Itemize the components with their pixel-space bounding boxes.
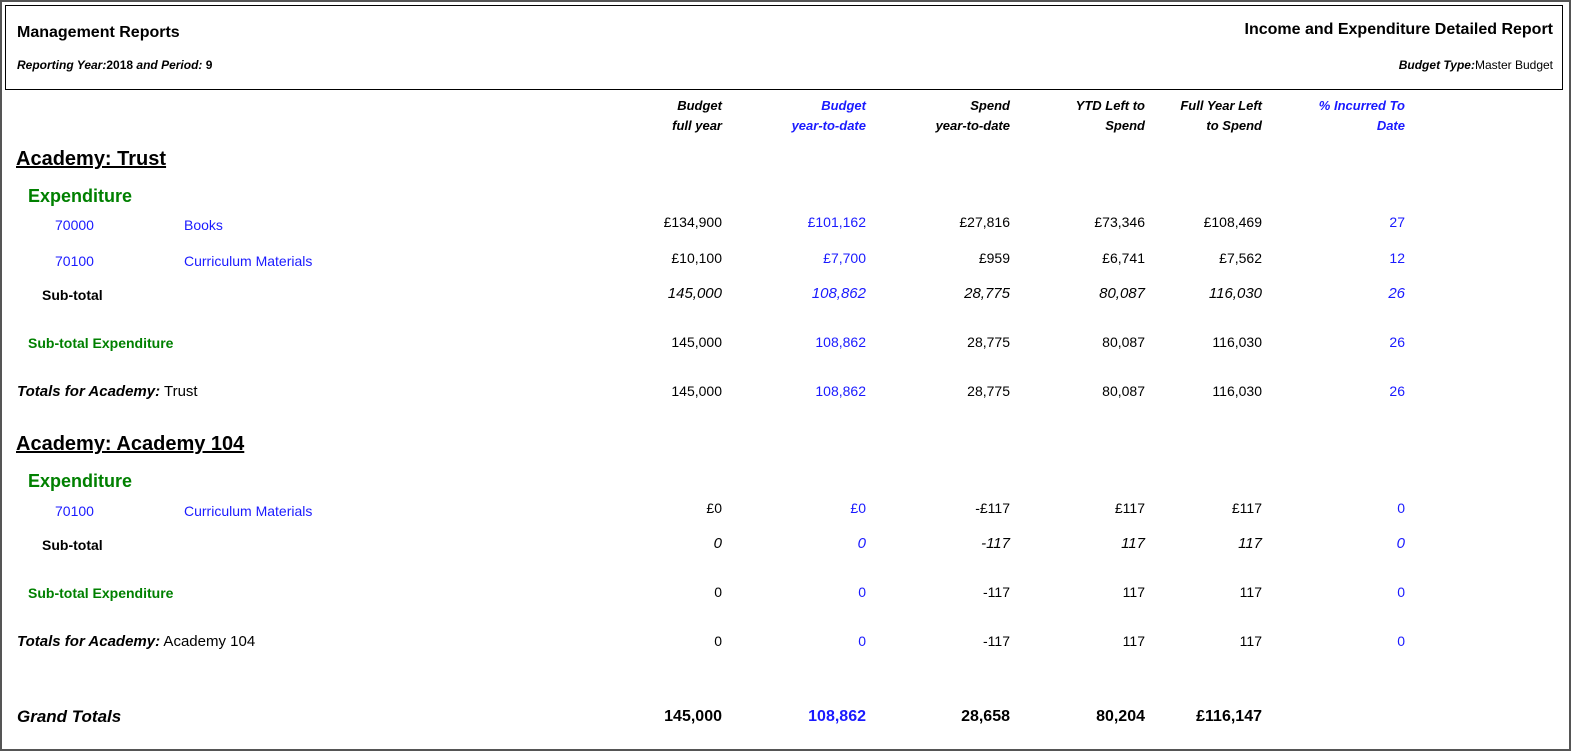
academy-totals-label bbox=[17, 383, 198, 400]
line-value: 12 bbox=[1389, 250, 1405, 266]
column-header bbox=[870, 96, 1010, 136]
period-value: 9 bbox=[205, 58, 213, 72]
line-value: 0 bbox=[1397, 500, 1405, 516]
grand-total-value: 80,204 bbox=[1096, 708, 1145, 725]
column-header-line: Date bbox=[1376, 118, 1405, 133]
line-value: £117 bbox=[1114, 500, 1145, 516]
line-value: £959 bbox=[978, 250, 1010, 266]
subtotal-expenditure-value: 26 bbox=[1389, 334, 1405, 350]
academy-totals-value: 0 bbox=[1397, 633, 1405, 649]
subtotal-value: -117 bbox=[981, 535, 1010, 552]
reporting-year: 2018 bbox=[106, 58, 134, 72]
grand-total-value: 108,862 bbox=[808, 708, 866, 725]
reporting-year-label: Reporting Year: bbox=[17, 58, 107, 72]
column-header-line: full year bbox=[672, 118, 722, 133]
academy-totals-value: 26 bbox=[1389, 383, 1405, 399]
subtotal-expenditure-value: 108,862 bbox=[815, 334, 866, 350]
subtotal-value: 26 bbox=[1388, 285, 1405, 302]
totals-label: Totals for Academy: bbox=[17, 633, 161, 650]
column-header-line: year-to-date bbox=[935, 118, 1010, 133]
line-value: £134,900 bbox=[663, 214, 722, 230]
subtotal-expenditure-label: Sub-total Expenditure bbox=[28, 585, 174, 601]
academy-name: Academy 104 bbox=[160, 633, 256, 650]
subtotal-value: 0 bbox=[713, 535, 722, 552]
subtotal-value: 0 bbox=[1396, 535, 1405, 552]
column-header-line: to Spend bbox=[1206, 118, 1262, 133]
subtotal-value: 117 bbox=[1121, 535, 1145, 552]
academy-totals-value: 80,087 bbox=[1102, 383, 1145, 399]
line-value: £7,700 bbox=[823, 250, 866, 266]
subtotal-expenditure-value: 0 bbox=[1397, 584, 1405, 600]
column-header-line: Spend bbox=[1105, 118, 1145, 133]
academy-name: Trust bbox=[160, 383, 198, 400]
subtotal-label: Sub-total bbox=[42, 287, 103, 303]
column-header-line: Full Year Left bbox=[1180, 98, 1262, 113]
subtotal-value: 0 bbox=[857, 535, 866, 552]
column-header-line: Spend bbox=[970, 98, 1010, 113]
line-value: 27 bbox=[1389, 214, 1405, 230]
subtotal-expenditure-label: Sub-total Expenditure bbox=[28, 335, 174, 351]
academy-heading: Academy: Trust bbox=[16, 148, 167, 170]
account-description: Books bbox=[184, 217, 223, 233]
grand-total-value: 145,000 bbox=[664, 708, 722, 725]
subtotal-expenditure-value: 0 bbox=[858, 584, 866, 600]
line-value: £101,162 bbox=[807, 214, 866, 230]
column-header bbox=[726, 96, 866, 136]
column-header-line: Budget bbox=[821, 98, 866, 113]
column-header-line: Budget bbox=[677, 98, 722, 113]
line-value: £0 bbox=[706, 500, 722, 516]
academy-totals-value: 108,862 bbox=[815, 383, 866, 399]
line-value: £73,346 bbox=[1094, 214, 1145, 230]
subtotal-value: 108,862 bbox=[811, 285, 866, 302]
academy-totals-value: 145,000 bbox=[671, 383, 722, 399]
academy-totals-value: 0 bbox=[714, 633, 722, 649]
academy-totals-value: 116,030 bbox=[1212, 383, 1262, 399]
line-value: £27,816 bbox=[959, 214, 1010, 230]
budget-type bbox=[1399, 58, 1553, 72]
subtotal-value: 117 bbox=[1238, 535, 1262, 552]
column-header-line: % Incurred To bbox=[1318, 98, 1405, 113]
academy-heading: Academy: Academy 104 bbox=[16, 433, 245, 455]
academy-totals-value: 117 bbox=[1239, 633, 1262, 649]
academy-totals-value: 0 bbox=[858, 633, 866, 649]
account-description: Curriculum Materials bbox=[184, 253, 313, 269]
budget-type-label: Budget Type: bbox=[1398, 58, 1475, 72]
subtotal-label: Sub-total bbox=[42, 537, 103, 553]
period-label: and Period: bbox=[133, 58, 206, 72]
page-title: Management Reports bbox=[17, 24, 180, 41]
account-code: 70100 bbox=[55, 503, 94, 519]
subtotal-expenditure-value: -117 bbox=[983, 584, 1010, 600]
subtotal-value: 145,000 bbox=[667, 285, 722, 302]
line-value: -£117 bbox=[975, 500, 1010, 516]
column-header-line: YTD Left to bbox=[1075, 98, 1145, 113]
line-value: £7,562 bbox=[1219, 250, 1262, 266]
line-value: £10,100 bbox=[671, 250, 722, 266]
budget-type-value: Master Budget bbox=[1474, 58, 1553, 72]
totals-label: Totals for Academy: bbox=[17, 383, 161, 400]
subtotal-expenditure-value: 80,087 bbox=[1102, 334, 1145, 350]
column-header bbox=[1265, 96, 1405, 136]
report-header bbox=[5, 5, 1563, 90]
academy-totals-value: 117 bbox=[1122, 633, 1145, 649]
subtotal-value: 28,775 bbox=[964, 285, 1010, 302]
subtotal-expenditure-value: 28,775 bbox=[967, 334, 1010, 350]
subtotal-expenditure-value: 117 bbox=[1239, 584, 1262, 600]
academy-totals-value: 28,775 bbox=[967, 383, 1010, 399]
subtotal-value: 116,030 bbox=[1208, 285, 1262, 302]
report-name: Income and Expenditure Detailed Report bbox=[1244, 21, 1553, 38]
category-heading: Expenditure bbox=[28, 471, 133, 491]
line-value: £0 bbox=[850, 500, 866, 516]
reporting-period bbox=[17, 58, 212, 72]
line-value: £117 bbox=[1231, 500, 1262, 516]
account-code: 70100 bbox=[55, 253, 94, 269]
grand-totals-label: Grand Totals bbox=[17, 707, 122, 726]
grand-total-value: £116,147 bbox=[1196, 708, 1262, 725]
subtotal-expenditure-value: 145,000 bbox=[671, 334, 722, 350]
subtotal-expenditure-value: 116,030 bbox=[1212, 334, 1262, 350]
grand-total-value: 28,658 bbox=[961, 708, 1010, 725]
line-value: £6,741 bbox=[1102, 250, 1145, 266]
subtotal-value: 80,087 bbox=[1099, 285, 1145, 302]
line-value: £108,469 bbox=[1203, 214, 1262, 230]
column-header bbox=[1122, 96, 1262, 136]
column-header bbox=[582, 96, 722, 136]
academy-totals-label bbox=[17, 633, 255, 650]
account-code: 70000 bbox=[55, 217, 94, 233]
subtotal-expenditure-value: 117 bbox=[1122, 584, 1145, 600]
column-header-line: year-to-date bbox=[791, 118, 866, 133]
category-heading: Expenditure bbox=[28, 186, 133, 206]
academy-totals-value: -117 bbox=[983, 633, 1010, 649]
account-description: Curriculum Materials bbox=[184, 503, 313, 519]
subtotal-expenditure-value: 0 bbox=[714, 584, 722, 600]
